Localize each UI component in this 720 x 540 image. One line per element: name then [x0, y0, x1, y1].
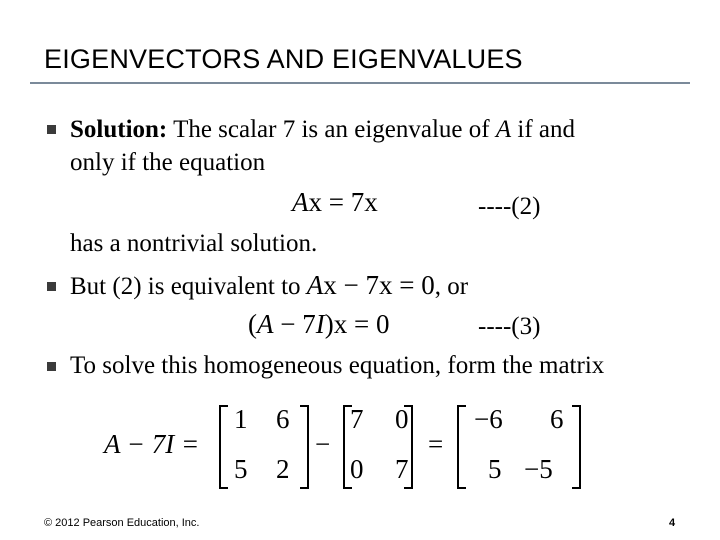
- m2-r0c1: 0: [395, 404, 409, 434]
- inline-eq-var: A: [306, 270, 324, 300]
- title-underline: [30, 82, 690, 84]
- m3-r0c1: 6: [550, 404, 564, 434]
- m1-r1c0: 5: [234, 454, 248, 484]
- eq3-mid: − 7: [273, 309, 316, 339]
- eq2-var: A: [292, 187, 309, 217]
- equation-3: [248, 309, 389, 339]
- matrix-var-a: A: [495, 116, 512, 143]
- m3-r1c1: −5: [524, 454, 553, 484]
- bullet1-line3: has a nontrivial solution.: [70, 230, 318, 257]
- bullet-marker: [47, 362, 56, 371]
- m1-r1c1: 2: [276, 454, 290, 484]
- m3-r1c0: 5: [488, 454, 502, 484]
- eq3-var2: I: [315, 309, 325, 339]
- bullet1-text-b: if and: [511, 116, 575, 143]
- m3-r0c0: −6: [474, 404, 503, 434]
- bullet1-line1: [70, 116, 575, 144]
- m2-r1c1: 7: [395, 454, 409, 484]
- matrix-lhs: A − 7I =: [104, 429, 200, 459]
- m2-r0c0: 7: [350, 404, 364, 434]
- equation-number-2: ----(2): [478, 193, 541, 220]
- slide-title: EIGENVECTORS AND EIGENVALUES: [44, 44, 523, 74]
- eq3-var: A: [257, 309, 274, 339]
- equation-number-3: ----(3): [478, 313, 541, 340]
- bullet2-line: [70, 271, 468, 301]
- m1-r0c1: 6: [276, 404, 290, 434]
- matrix-equation: [104, 400, 604, 496]
- bullet2-suffix: , or: [434, 273, 469, 300]
- eq3-close: )x = 0: [324, 309, 390, 339]
- page-number: 4: [669, 517, 676, 529]
- bullet-marker: [47, 125, 56, 134]
- bullet3-line: To solve this homogeneous equation, form the matrix: [70, 352, 605, 379]
- bullet-marker: [47, 282, 56, 291]
- operator-equals: =: [428, 429, 444, 459]
- bullet2-prefix: But (2) is equivalent to: [70, 273, 307, 300]
- m1-r0c0: 1: [234, 404, 248, 434]
- m2-r1c0: 0: [350, 454, 364, 484]
- eq2-rest: x = 7x: [308, 187, 378, 217]
- bullet1-text-a: The scalar 7 is an eigenvalue of: [167, 116, 496, 143]
- inline-eq-rest: x − 7x = 0: [323, 270, 435, 300]
- bullet1-line2: only if the equation: [70, 149, 266, 176]
- solution-label: Solution:: [70, 116, 168, 143]
- operator-minus: −: [315, 429, 331, 459]
- footer-copyright: © 2012 Pearson Education, Inc.: [44, 517, 200, 529]
- equation-2: [292, 187, 378, 217]
- eq3-open: (: [248, 309, 257, 339]
